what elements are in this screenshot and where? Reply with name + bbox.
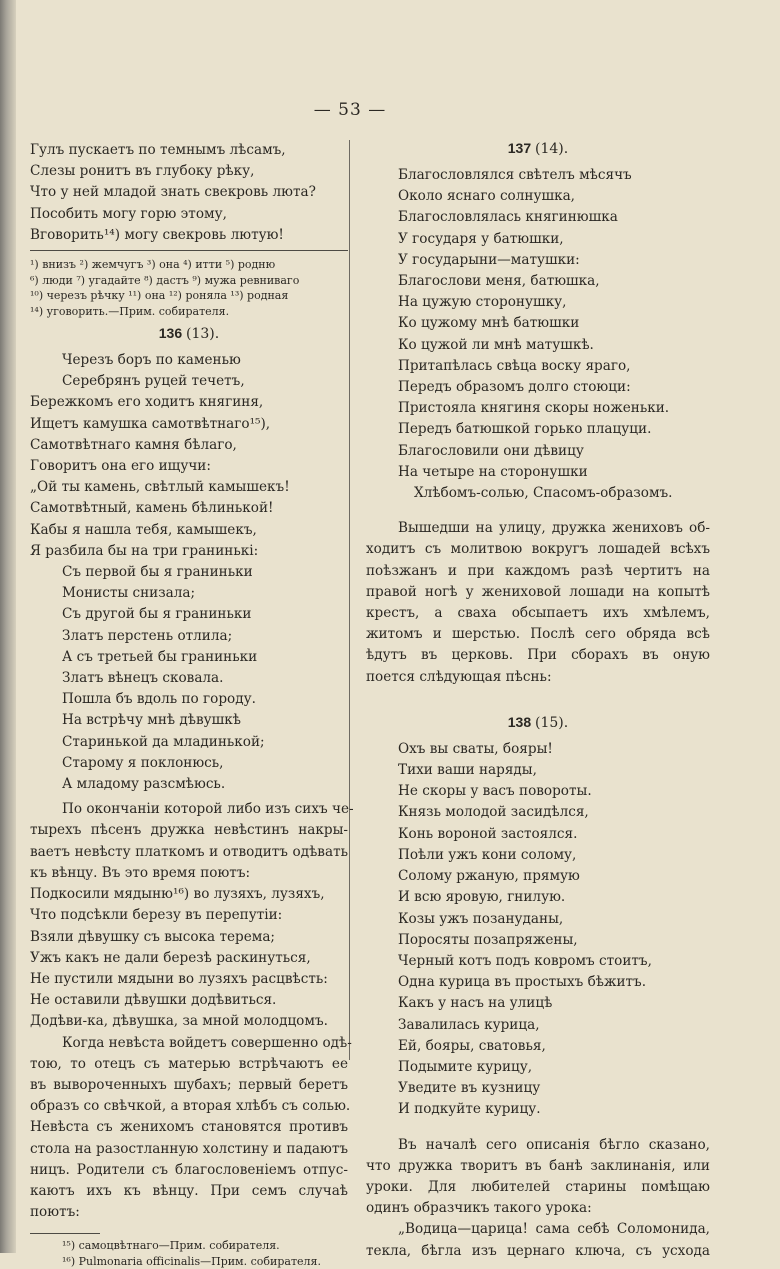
verse-line: Бережкомъ его ходитъ княгиня, bbox=[30, 394, 264, 411]
verse-line: Благословлялась княгинюшка bbox=[398, 209, 618, 226]
footnote-line: ⁶) люди ⁷) угадайте ⁸) дастъ ⁹) мужа ревниваго bbox=[30, 273, 300, 287]
footnote-line: ¹⁶) Pulmonaria officinalis—Прим. собирателя. bbox=[62, 1254, 321, 1268]
prose-paragraph bbox=[30, 799, 354, 884]
verse-line: Додѣви-ка, дѣвушка, за мной молодцомъ. bbox=[30, 1013, 328, 1030]
footnote-line: ¹⁵) самоцвѣтнаго—Прим. собирателя. bbox=[62, 1239, 280, 1253]
song-number: 138 bbox=[507, 713, 532, 730]
page-number: — 53 — bbox=[313, 100, 387, 120]
verse-line: Ужъ какъ не дали березѣ раскинуться, bbox=[30, 949, 311, 966]
prose-line: уроки. Для любителей старины помѣщаю bbox=[366, 1178, 710, 1195]
song-number: 137 bbox=[507, 140, 532, 156]
prose-line: правой ногѣ у жениховой лошади на копытѣ bbox=[366, 583, 710, 600]
prose-paragraph bbox=[366, 518, 710, 688]
left-column bbox=[30, 140, 354, 1269]
prose-line: образъ со свѣчкой, а вторая хлѣбъ съ солью. bbox=[30, 1098, 351, 1115]
prose-line: каютъ ихъ къ вѣнцу. При семъ случаѣ bbox=[30, 1182, 348, 1199]
verse-line: Говоритъ она его ищучи: bbox=[30, 458, 211, 475]
prose-line: текла, бѣгла изъ цернаго ключа, съ усхода bbox=[366, 1242, 710, 1259]
column-divider bbox=[349, 140, 350, 1060]
page-binding-shadow bbox=[0, 0, 16, 1253]
verse-line: Златъ вѣнецъ сковала. bbox=[62, 670, 224, 687]
song-subnumber: (15). bbox=[535, 714, 569, 731]
verse-line: Козы ужъ позануданы, bbox=[398, 910, 564, 927]
verse-line: Кабы я нашла тебя, камышекъ, bbox=[30, 521, 257, 538]
song-subnumber: (13). bbox=[186, 326, 220, 343]
verse-line: Не оставили дѣвушки додѣвиться. bbox=[30, 992, 277, 1009]
verse-line: Подкосили мядыню¹⁶) во лузяхъ, лузяхъ, bbox=[30, 886, 325, 903]
footnote-rule bbox=[30, 250, 348, 251]
verse-line: Златъ перстень отлила; bbox=[62, 627, 233, 644]
prose-line: Въ началѣ сего описанія бѣгло сказано, bbox=[398, 1136, 710, 1153]
verse-line: Ко цужой ли мнѣ матушкѣ. bbox=[398, 336, 594, 353]
prose-line: что дружка творитъ въ банѣ заклинанія, или bbox=[366, 1157, 710, 1174]
verse-line: Пристояла княгиня скоры ноженьки. bbox=[398, 400, 670, 417]
verse-line: И подкуйте курицу. bbox=[398, 1101, 541, 1118]
verse-line: А съ третьей бы граниньки bbox=[62, 648, 258, 665]
prose-line: Когда невѣста войдетъ совершенно одѣ- bbox=[62, 1034, 352, 1051]
verse-line: Тихи ваши наряды, bbox=[398, 762, 537, 779]
prose-line: Невѣста съ женихомъ становятся противъ bbox=[30, 1119, 348, 1136]
verse-line: Черезъ боръ по каменью bbox=[62, 352, 241, 369]
verse-line: На встрѣчу мнѣ дѣвушкѣ bbox=[62, 712, 241, 729]
verse-line: Слезы ронитъ въ глубоку рѣку, bbox=[30, 163, 255, 180]
footnote-line: ¹⁴) уговорить.—Прим. собирателя. bbox=[30, 304, 230, 318]
verse-line: Я разбила бы на три гранинькі: bbox=[30, 542, 259, 559]
prose-line: ходитъ съ молитвою вокругъ лошадей всѣхъ bbox=[366, 541, 710, 558]
verse-line: Какъ у насъ на улицѣ bbox=[398, 995, 553, 1012]
verse-line: На цужую сторонушку, bbox=[398, 294, 567, 311]
verse-line: Конь вороной застоялся. bbox=[398, 825, 578, 842]
song-number: 136 bbox=[158, 325, 183, 342]
verse-line: Охъ вы сваты, бояры! bbox=[398, 740, 553, 757]
prose-line: крестъ, а сваха обсыпаетъ ихъ хмѣлемъ, bbox=[366, 605, 710, 622]
verse-line: Что подсѣкли березу въ перепутіи: bbox=[30, 907, 283, 924]
prose-line: тырехъ пѣсенъ дружка невѣстинъ накры- bbox=[30, 822, 348, 839]
verse-line: Притапѣлась свѣца воску яраго, bbox=[398, 357, 631, 374]
prose-line: тою, то отецъ съ матерью встрѣчаютъ ее bbox=[30, 1055, 348, 1072]
verse-line: Взяли дѣвушку съ высока терема; bbox=[30, 928, 276, 945]
verse-line: Подымите курицу, bbox=[398, 1058, 533, 1075]
prose-line: стола на разостланную холстину и падаютъ bbox=[30, 1140, 348, 1157]
verse-line: Самотвѣтный, камень бѣлинькой! bbox=[30, 500, 274, 517]
verse-line: Съ первой бы я граниньки bbox=[62, 564, 253, 581]
prose-line: По окончаніи которой либо изъ сихъ че- bbox=[62, 801, 354, 818]
verse-line: У государыни—матушки: bbox=[398, 251, 580, 268]
verse-line: Поросяты позапряжены, bbox=[398, 931, 578, 948]
verse-line: Передъ образомъ долго стоюци: bbox=[398, 379, 631, 396]
verse-line: Завалилась курица, bbox=[398, 1016, 540, 1033]
verse-line: Не скоры у васъ повороты. bbox=[398, 783, 592, 800]
verse-line: У государя у батюшки, bbox=[398, 230, 564, 247]
prose-line: къ вѣнцу. Въ это время поютъ: bbox=[30, 864, 251, 881]
footnote-rule bbox=[30, 1233, 100, 1234]
verse-line: Самотвѣтнаго камня бѣлаго, bbox=[30, 436, 237, 453]
verse-line: Черный котъ подъ ковромъ стоитъ, bbox=[398, 952, 652, 969]
song-heading-136 bbox=[30, 325, 348, 342]
verse-line: Благословили они дѣвицу bbox=[398, 442, 584, 459]
verse-line: Одна курица въ простыхъ бѣжитъ. bbox=[398, 974, 647, 991]
song-heading-138 bbox=[366, 714, 710, 731]
verse-line: Старому я поклонюсь, bbox=[62, 754, 224, 771]
prose-line: „Водица—царица! сама себѣ Соломонида, bbox=[398, 1221, 710, 1238]
verse-line: Солому ржаную, прямую bbox=[398, 868, 580, 885]
verse-line: Ей, бояры, сватовья, bbox=[398, 1037, 546, 1054]
prose-line: житомъ и шерстью. Послѣ сего обряда всѣ bbox=[366, 626, 710, 643]
right-column bbox=[366, 140, 710, 1262]
verse-line: Передъ батюшкой горько плацуци. bbox=[398, 421, 652, 438]
prose-paragraph bbox=[30, 1033, 352, 1224]
verse-line: „Ой ты камень, свѣтлый камышекъ! bbox=[30, 479, 290, 496]
footnote-line: ¹⁰) черезъ рѣчку ¹¹) она ¹²) роняла ¹³) родная bbox=[30, 289, 289, 303]
verse-line: Пошла бъ вдоль по городу. bbox=[62, 691, 256, 708]
prose-paragraph bbox=[366, 1135, 710, 1262]
verse-line: Ко цужому мнѣ батюшки bbox=[398, 315, 580, 332]
prose-line: ницъ. Родители съ благословеніемъ отпус- bbox=[30, 1161, 348, 1178]
prose-line: Вышедши на улицу, дружка жениховъ об- bbox=[398, 520, 710, 537]
verse-line: Около яснаго солнушка, bbox=[398, 188, 575, 205]
verse-line: Благослови меня, батюшка, bbox=[398, 273, 600, 290]
prose-line: ѣдутъ въ церковь. При сборахъ въ оную bbox=[366, 647, 710, 664]
prose-line: поется слѣдующая пѣснь: bbox=[366, 668, 552, 685]
verse-line: Гулъ пускаетъ по темнымъ лѣсамъ, bbox=[30, 142, 286, 158]
verse-line: Ищетъ камушка самотвѣтнаго¹⁵), bbox=[30, 415, 271, 432]
verse-line: И всю яровую, гнилую. bbox=[398, 889, 566, 906]
verse-line: Вговорить¹⁴) могу свекровь лютую! bbox=[30, 226, 284, 243]
verse-line: А младому разсмѣюсь. bbox=[62, 776, 226, 793]
verse-line: Не пустили мядыни во лузяхъ расцвѣсть: bbox=[30, 970, 328, 987]
verse-line: Благословлялся свѣтелъ мѣсячъ bbox=[398, 167, 632, 183]
song-heading-137 bbox=[366, 140, 710, 157]
verse-line: Старинькой да младинькой; bbox=[62, 733, 265, 750]
verse-line: Съ другой бы я граниньки bbox=[62, 606, 252, 623]
verse-line: Князь молодой засидѣлся, bbox=[398, 804, 589, 821]
footnote-line: ¹) внизъ ²) жемчугъ ³) она ⁴) итти ⁵) родню bbox=[30, 258, 276, 272]
prose-line: въ вывороченныхъ шубахъ; первый беретъ bbox=[30, 1076, 348, 1093]
prose-line: поѣзжанъ и при каждомъ разѣ чертитъ на bbox=[366, 562, 710, 579]
verse-line: Что у ней младой знать свекровь люта? bbox=[30, 184, 316, 201]
verse-line: Пособить могу горю этому, bbox=[30, 205, 227, 222]
verse-line: Поѣли ужъ кони солому, bbox=[398, 846, 577, 863]
prose-line: поютъ: bbox=[30, 1204, 80, 1221]
verse-line: Монисты снизала; bbox=[62, 585, 196, 602]
verse-line: Серебрянъ руцей течетъ, bbox=[62, 373, 245, 390]
verse-line: Хлѣбомъ-солью, Спасомъ-образомъ. bbox=[414, 485, 673, 502]
prose-line: одинъ образчикъ такого урока: bbox=[366, 1200, 592, 1217]
song-subnumber: (14). bbox=[535, 141, 569, 157]
prose-line: ваетъ невѣсту платкомъ и отводитъ одѣвать bbox=[30, 843, 348, 860]
verse-line: На четыре на сторонушки bbox=[398, 463, 588, 480]
verse-line: Уведите въ кузницу bbox=[398, 1080, 541, 1097]
